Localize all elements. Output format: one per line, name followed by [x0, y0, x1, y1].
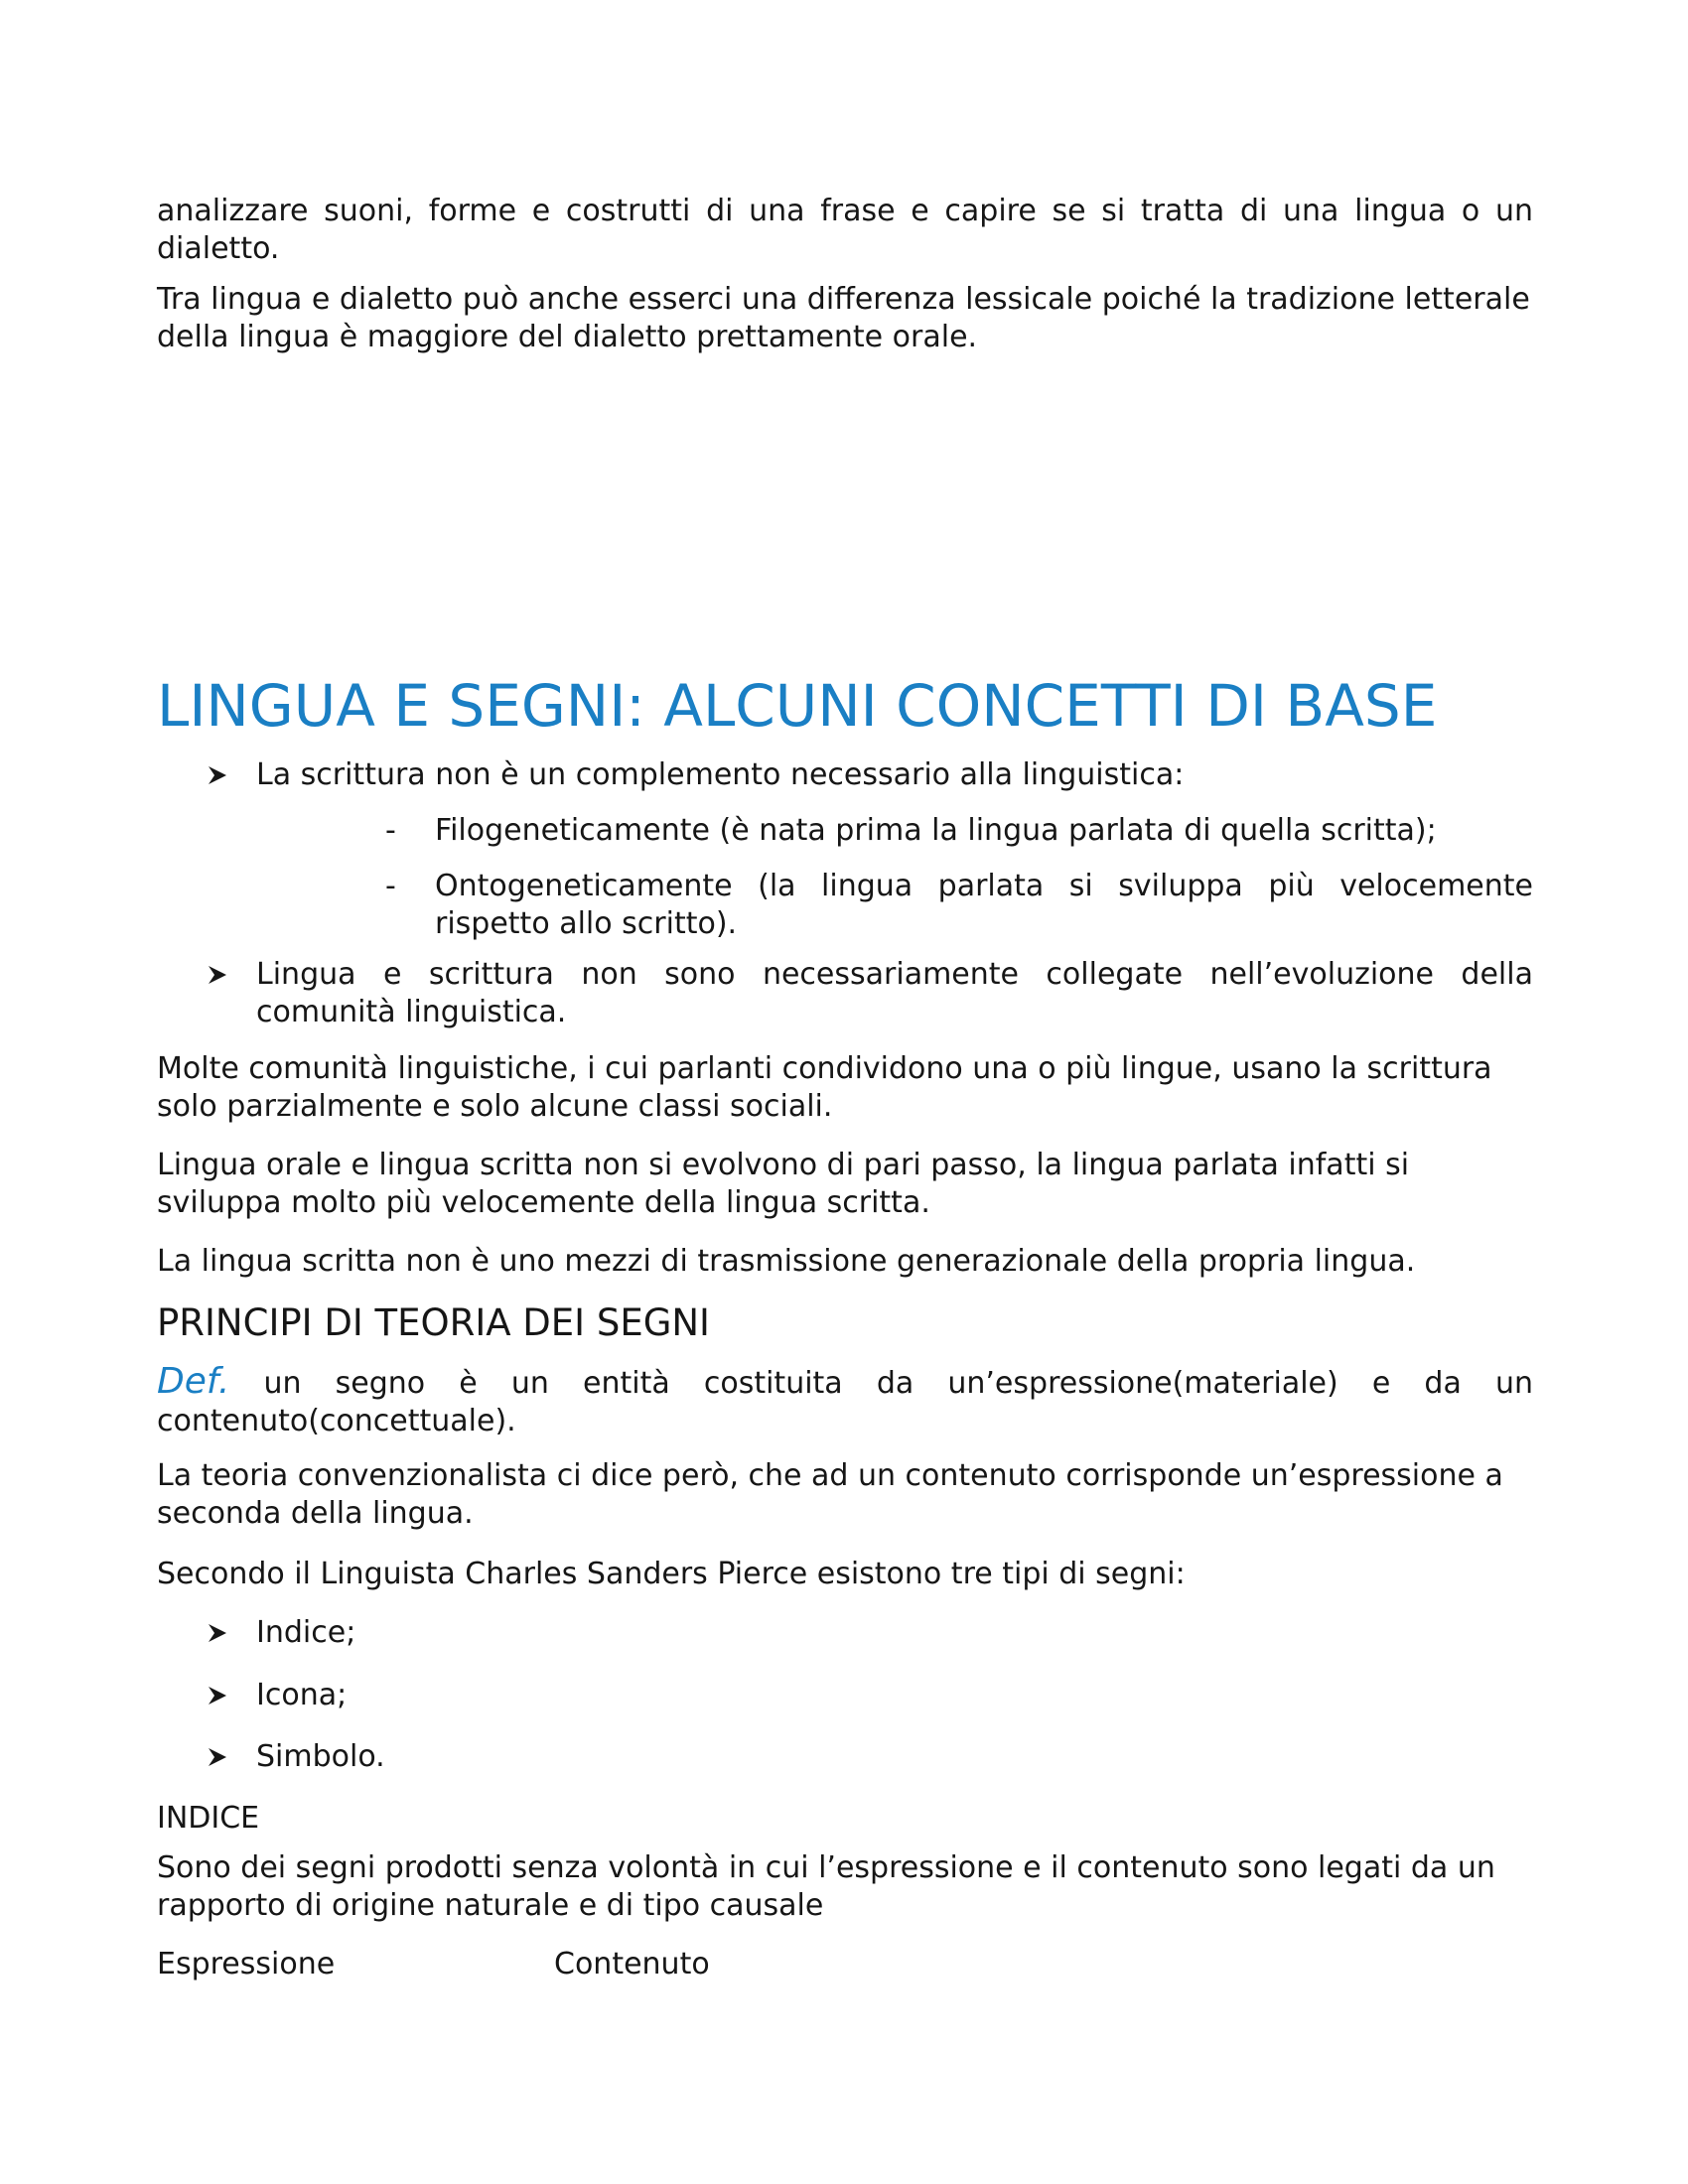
dash-marker: -	[385, 869, 396, 903]
section2-paragraph-2: Secondo il Linguista Charles Sanders Pierce esistono tre tipi di segni:	[157, 1557, 1186, 1591]
sub-bullet-text: Filogeneticamente (è nata prima la lingua parlata di quella scritta);	[435, 813, 1437, 848]
section1-paragraph-1: Molte comunità linguistiche, i cui parlanti condividono una o più lingue, usano la scrittura solo parzialmente e solo alcune classi sociali.	[157, 1051, 1492, 1124]
sign-type-label: Simbolo.	[256, 1739, 385, 1774]
section-title-indice: INDICE	[157, 1801, 260, 1836]
dash-marker: -	[385, 813, 396, 848]
bullet-text: Lingua e scrittura non sono necessariamente collegate nell’evoluzione della comunità linguistica.	[256, 957, 1533, 1029]
document-page	[157, 0, 1533, 2184]
definition-paragraph	[157, 1363, 1533, 1440]
definition-label: Def.	[157, 1361, 230, 1402]
section-title-principi: PRINCIPI DI TEORIA DEI SEGNI	[157, 1301, 710, 1344]
section3-paragraph-1: Sono dei segni prodotti senza volontà in cui l’espressione e il contenuto sono legati da un rapporto di origine naturale e di tipo causale	[157, 1850, 1495, 1923]
column-label-contenuto: Contenuto	[554, 1947, 710, 1981]
section1-paragraph-2: Lingua orale e lingua scritta non si evolvono di pari passo, la lingua parlata infatti si sviluppa molto più velocemente della lingua scritta.	[157, 1148, 1410, 1220]
section-title-lingua-e-segni: LINGUA E SEGNI: ALCUNI CONCETTI DI BASE	[157, 672, 1438, 740]
arrowhead-bullet-icon	[207, 1622, 228, 1644]
definition-text: un segno è un entità costituita da un’espressione(materiale) e da un contenuto(concettuale).	[157, 1366, 1533, 1438]
sign-type-label: Indice;	[256, 1615, 356, 1650]
bullet-text: La scrittura non è un complemento necessario alla linguistica:	[256, 757, 1185, 792]
column-label-espressione: Espressione	[157, 1947, 336, 1981]
arrowhead-bullet-icon	[207, 1685, 228, 1706]
intro-paragraph-2: Tra lingua e dialetto può anche esserci una differenza lessicale poiché la tradizione letterale della lingua è maggiore del dialetto prettamente orale.	[157, 282, 1530, 354]
section2-paragraph-1: La teoria convenzionalista ci dice però, che ad un contenuto corrisponde un’espressione a seconda della lingua.	[157, 1458, 1503, 1531]
intro-paragraph-1: analizzare suoni, forme e costrutti di una frase e capire se si tratta di una lingua o un dialetto.	[157, 194, 1533, 266]
sign-type-label: Icona;	[256, 1678, 348, 1712]
arrowhead-bullet-icon	[207, 1746, 228, 1768]
sub-bullet-text: Ontogeneticamente (la lingua parlata si sviluppa più velocemente rispetto allo scritto).	[435, 869, 1533, 941]
section1-paragraph-3: La lingua scritta non è uno mezzi di trasmissione generazionale della propria lingua.	[157, 1244, 1416, 1279]
arrowhead-bullet-icon	[207, 964, 228, 986]
arrowhead-bullet-icon	[207, 764, 228, 786]
